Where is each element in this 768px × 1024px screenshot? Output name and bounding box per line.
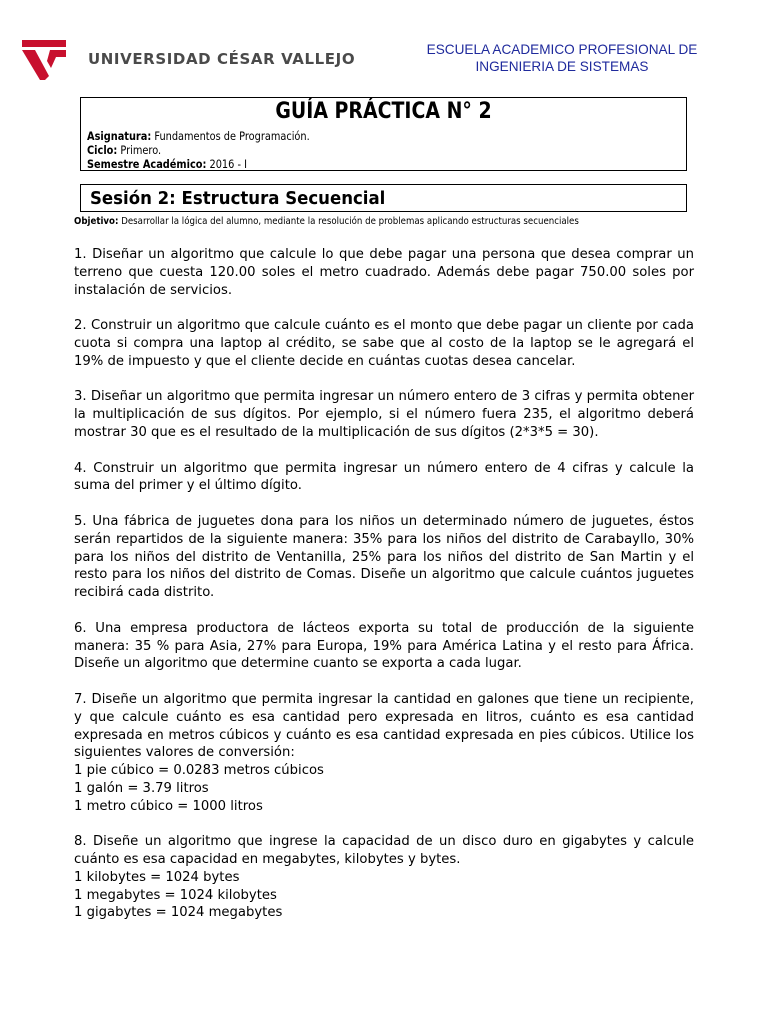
problem-6 xyxy=(74,620,694,673)
subject-label: Asignatura: xyxy=(87,129,152,143)
problem-list xyxy=(74,246,694,940)
school-line-2: INGENIERIA DE SISTEMAS xyxy=(475,58,649,74)
conversion-line: 1 galón = 3.79 litros xyxy=(74,780,209,796)
problem-text: 3. Diseñar un algoritmo que permita ingresar un número entero de 3 cifras y permita obtener la multiplicación de sus dígitos. Por ejemplo, si el número fuera 235, el algoritmo deberá mostrar 30 que es el resultado de la multiplicación de sus dígitos (2*3*5 = 30). xyxy=(74,389,694,440)
conversion-line: 1 metro cúbico = 1000 litros xyxy=(74,798,263,814)
subject-value: Fundamentos de Programación. xyxy=(154,129,310,143)
session-box xyxy=(80,184,687,212)
school-name xyxy=(400,42,724,75)
problem-4 xyxy=(74,460,694,496)
cycle-label: Ciclo: xyxy=(87,143,118,157)
problem-3 xyxy=(74,388,694,441)
problem-text: 8. Diseñe un algoritmo que ingrese la capacidad de un disco duro en gigabytes y calcule cuánto es esa capacidad en megabytes, kilobytes y bytes. xyxy=(74,834,694,868)
problem-7 xyxy=(74,691,694,816)
conversion-line: 1 gigabytes = 1024 megabytes xyxy=(74,905,283,921)
guide-meta xyxy=(87,129,349,171)
semester-value: 2016 - I xyxy=(209,157,247,171)
objective xyxy=(74,216,579,227)
problem-2 xyxy=(74,317,694,370)
conversion-line: 1 kilobytes = 1024 bytes xyxy=(74,869,240,885)
semester-row xyxy=(87,157,310,171)
page-title: GUÍA PRÁCTICA N° 2 xyxy=(275,99,492,124)
problem-text: 1. Diseñar un algoritmo que calcule lo que debe pagar una persona que desea comprar un terreno que cuesta 120.00 soles el metro cuadrado. Además debe pagar 750.00 soles por instalación de servicios. xyxy=(74,247,694,298)
problem-text: 7. Diseñe un algoritmo que permita ingresar la cantidad en galones que tiene un recipiente, y que calcule cuánto es esa cantidad pero expresada en litros, cuánto es esa cantidad expresada en metros cúbicos y cuánto es esa cantidad expresada en pies cúbicos. Utilice los siguientes valores de conversión: xyxy=(74,691,694,761)
problem-text: 2. Construir un algoritmo que calcule cuánto es el monto que debe pagar un cliente por cada cuota si compra una laptop al crédito, se sabe que al costo de la laptop se le agregará el 19% de impuesto y que el cliente decide en cuántas cuotas desea cancelar. xyxy=(74,318,694,369)
problem-text: 6. Una empresa productora de lácteos exporta su total de producción de la siguiente manera: 35 % para Asia, 27% para Europa, 19% para América Latina y el resto para África. Diseñe un algoritmo que determine cuanto se exporta a cada lugar. xyxy=(74,620,694,672)
problem-1 xyxy=(74,246,694,299)
objective-label: Objetivo: xyxy=(74,216,119,227)
problem-text: 4. Construir un algoritmo que permita ingresar un número entero de 4 cifras y calcule la suma del primer y el último dígito. xyxy=(74,460,694,494)
conversion-line: 1 megabytes = 1024 kilobytes xyxy=(74,887,277,903)
cycle-value: Primero. xyxy=(120,143,162,157)
problem-text: 5. Una fábrica de juguetes dona para los niños un determinado número de juguetes, éstos serán repartidos de la siguiente manera: 35% para los niños del distrito de Carabayllo, 30% para los niños del distrito de Ventanilla, 25% para los niños del distrito de San Martin y el resto para los niños del distrito de Comas. Diseñe un algoritmo que calcule cuántos juguetes recibirá cada distrito. xyxy=(74,513,694,601)
university-name: UNIVERSIDAD CÉSAR VALLEJO xyxy=(88,50,356,68)
session-title: Sesión 2: Estructura Secuencial xyxy=(90,188,386,209)
guide-header-box xyxy=(80,97,687,171)
conversion-line: 1 pie cúbico = 0.0283 metros cúbicos xyxy=(74,763,324,779)
university-logo xyxy=(22,38,356,80)
problem-5 xyxy=(74,513,694,602)
subject-row xyxy=(87,129,310,143)
school-line-1: ESCUELA ACADEMICO PROFESIONAL DE xyxy=(426,42,698,57)
ucv-emblem-icon xyxy=(22,38,78,80)
problem-8 xyxy=(74,833,694,922)
objective-text: Desarrollar la lógica del alumno, mediante la resolución de problemas aplicando estructuras secuenciales xyxy=(121,216,579,227)
cycle-row xyxy=(87,143,310,157)
semester-label: Semestre Académico: xyxy=(87,157,207,171)
